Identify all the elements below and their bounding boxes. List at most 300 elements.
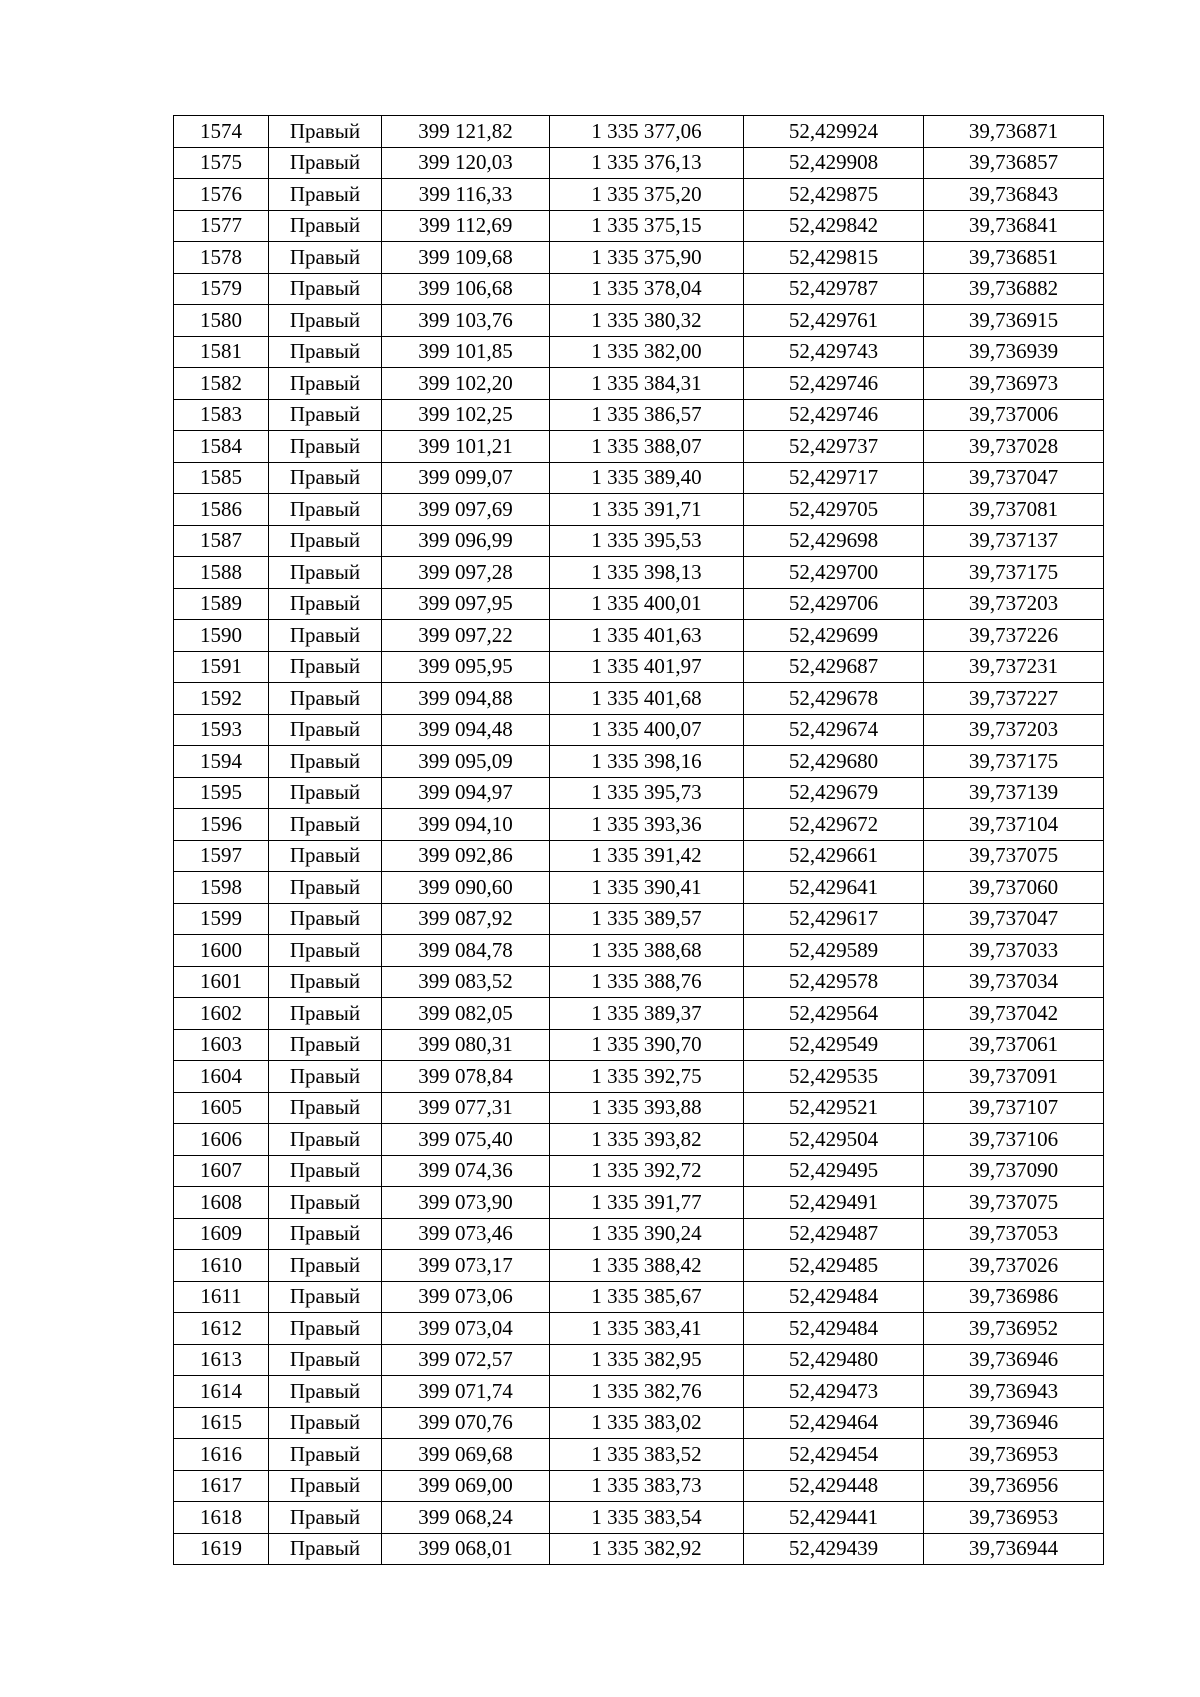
coordinates-table [173,115,1104,1565]
point-number-cell: 1618 [174,1502,269,1534]
side-cell: Правый [269,998,382,1030]
point-number-cell: 1600 [174,935,269,967]
y-coordinate-cell: 1 335 388,42 [550,1250,744,1282]
side-cell: Правый [269,809,382,841]
x-coordinate-cell: 399 071,74 [382,1376,550,1408]
side-cell: Правый [269,840,382,872]
longitude-cell: 39,736956 [924,1470,1104,1502]
table-row [174,1061,1104,1093]
longitude-cell: 39,737026 [924,1250,1104,1282]
point-number-cell: 1604 [174,1061,269,1093]
longitude-cell: 39,737034 [924,966,1104,998]
table-row [174,872,1104,904]
side-cell: Правый [269,1439,382,1471]
table-row [174,273,1104,305]
x-coordinate-cell: 399 083,52 [382,966,550,998]
point-number-cell: 1616 [174,1439,269,1471]
latitude-cell: 52,429480 [744,1344,924,1376]
longitude-cell: 39,736857 [924,147,1104,179]
table-row [174,557,1104,589]
y-coordinate-cell: 1 335 398,16 [550,746,744,778]
side-cell: Правый [269,1029,382,1061]
longitude-cell: 39,736882 [924,273,1104,305]
coordinates-table-body [174,116,1104,1565]
x-coordinate-cell: 399 092,86 [382,840,550,872]
latitude-cell: 52,429454 [744,1439,924,1471]
y-coordinate-cell: 1 335 392,75 [550,1061,744,1093]
longitude-cell: 39,737090 [924,1155,1104,1187]
table-row [174,462,1104,494]
latitude-cell: 52,429589 [744,935,924,967]
x-coordinate-cell: 399 094,48 [382,714,550,746]
side-cell: Правый [269,1092,382,1124]
y-coordinate-cell: 1 335 383,02 [550,1407,744,1439]
table-row [174,1250,1104,1282]
table-row [174,1281,1104,1313]
side-cell: Правый [269,147,382,179]
x-coordinate-cell: 399 101,85 [382,336,550,368]
table-row [174,1124,1104,1156]
latitude-cell: 52,429678 [744,683,924,715]
y-coordinate-cell: 1 335 389,37 [550,998,744,1030]
side-cell: Правый [269,1061,382,1093]
y-coordinate-cell: 1 335 395,53 [550,525,744,557]
x-coordinate-cell: 399 095,95 [382,651,550,683]
latitude-cell: 52,429700 [744,557,924,589]
latitude-cell: 52,429842 [744,210,924,242]
longitude-cell: 39,737104 [924,809,1104,841]
x-coordinate-cell: 399 095,09 [382,746,550,778]
side-cell: Правый [269,462,382,494]
x-coordinate-cell: 399 073,90 [382,1187,550,1219]
x-coordinate-cell: 399 078,84 [382,1061,550,1093]
x-coordinate-cell: 399 068,24 [382,1502,550,1534]
longitude-cell: 39,736946 [924,1344,1104,1376]
y-coordinate-cell: 1 335 378,04 [550,273,744,305]
y-coordinate-cell: 1 335 380,32 [550,305,744,337]
longitude-cell: 39,737137 [924,525,1104,557]
point-number-cell: 1603 [174,1029,269,1061]
longitude-cell: 39,737203 [924,588,1104,620]
side-cell: Правый [269,935,382,967]
side-cell: Правый [269,242,382,274]
point-number-cell: 1580 [174,305,269,337]
side-cell: Правый [269,1155,382,1187]
y-coordinate-cell: 1 335 377,06 [550,116,744,148]
y-coordinate-cell: 1 335 375,90 [550,242,744,274]
x-coordinate-cell: 399 068,01 [382,1533,550,1565]
point-number-cell: 1574 [174,116,269,148]
y-coordinate-cell: 1 335 382,92 [550,1533,744,1565]
longitude-cell: 39,736943 [924,1376,1104,1408]
latitude-cell: 52,429439 [744,1533,924,1565]
longitude-cell: 39,737139 [924,777,1104,809]
longitude-cell: 39,737075 [924,1187,1104,1219]
side-cell: Правый [269,1187,382,1219]
latitude-cell: 52,429617 [744,903,924,935]
x-coordinate-cell: 399 090,60 [382,872,550,904]
y-coordinate-cell: 1 335 388,07 [550,431,744,463]
latitude-cell: 52,429924 [744,116,924,148]
side-cell: Правый [269,179,382,211]
point-number-cell: 1592 [174,683,269,715]
x-coordinate-cell: 399 120,03 [382,147,550,179]
x-coordinate-cell: 399 080,31 [382,1029,550,1061]
longitude-cell: 39,737053 [924,1218,1104,1250]
point-number-cell: 1601 [174,966,269,998]
table-row [174,305,1104,337]
longitude-cell: 39,737227 [924,683,1104,715]
side-cell: Правый [269,1470,382,1502]
x-coordinate-cell: 399 077,31 [382,1092,550,1124]
table-row [174,1313,1104,1345]
y-coordinate-cell: 1 335 386,57 [550,399,744,431]
latitude-cell: 52,429674 [744,714,924,746]
table-row [174,651,1104,683]
longitude-cell: 39,737075 [924,840,1104,872]
y-coordinate-cell: 1 335 390,24 [550,1218,744,1250]
longitude-cell: 39,736841 [924,210,1104,242]
longitude-cell: 39,737231 [924,651,1104,683]
side-cell: Правый [269,1281,382,1313]
latitude-cell: 52,429487 [744,1218,924,1250]
side-cell: Правый [269,273,382,305]
x-coordinate-cell: 399 073,17 [382,1250,550,1282]
longitude-cell: 39,736946 [924,1407,1104,1439]
x-coordinate-cell: 399 069,68 [382,1439,550,1471]
x-coordinate-cell: 399 109,68 [382,242,550,274]
y-coordinate-cell: 1 335 388,76 [550,966,744,998]
side-cell: Правый [269,746,382,778]
point-number-cell: 1593 [174,714,269,746]
latitude-cell: 52,429746 [744,399,924,431]
latitude-cell: 52,429504 [744,1124,924,1156]
x-coordinate-cell: 399 097,69 [382,494,550,526]
latitude-cell: 52,429535 [744,1061,924,1093]
y-coordinate-cell: 1 335 392,72 [550,1155,744,1187]
side-cell: Правый [269,1250,382,1282]
side-cell: Правый [269,1502,382,1534]
x-coordinate-cell: 399 097,28 [382,557,550,589]
table-row [174,1029,1104,1061]
x-coordinate-cell: 399 101,21 [382,431,550,463]
y-coordinate-cell: 1 335 383,54 [550,1502,744,1534]
point-number-cell: 1605 [174,1092,269,1124]
y-coordinate-cell: 1 335 384,31 [550,368,744,400]
side-cell: Правый [269,368,382,400]
y-coordinate-cell: 1 335 383,73 [550,1470,744,1502]
point-number-cell: 1598 [174,872,269,904]
y-coordinate-cell: 1 335 385,67 [550,1281,744,1313]
point-number-cell: 1613 [174,1344,269,1376]
y-coordinate-cell: 1 335 376,13 [550,147,744,179]
point-number-cell: 1577 [174,210,269,242]
table-row [174,1407,1104,1439]
point-number-cell: 1614 [174,1376,269,1408]
longitude-cell: 39,737047 [924,462,1104,494]
x-coordinate-cell: 399 072,57 [382,1344,550,1376]
longitude-cell: 39,736953 [924,1502,1104,1534]
table-row [174,714,1104,746]
y-coordinate-cell: 1 335 393,88 [550,1092,744,1124]
y-coordinate-cell: 1 335 375,20 [550,179,744,211]
point-number-cell: 1575 [174,147,269,179]
latitude-cell: 52,429578 [744,966,924,998]
latitude-cell: 52,429485 [744,1250,924,1282]
latitude-cell: 52,429549 [744,1029,924,1061]
latitude-cell: 52,429564 [744,998,924,1030]
point-number-cell: 1596 [174,809,269,841]
longitude-cell: 39,737107 [924,1092,1104,1124]
table-row [174,242,1104,274]
latitude-cell: 52,429448 [744,1470,924,1502]
point-number-cell: 1589 [174,588,269,620]
longitude-cell: 39,737033 [924,935,1104,967]
point-number-cell: 1585 [174,462,269,494]
y-coordinate-cell: 1 335 391,77 [550,1187,744,1219]
longitude-cell: 39,737175 [924,746,1104,778]
point-number-cell: 1584 [174,431,269,463]
x-coordinate-cell: 399 097,22 [382,620,550,652]
table-row [174,1218,1104,1250]
table-row [174,809,1104,841]
y-coordinate-cell: 1 335 390,41 [550,872,744,904]
side-cell: Правый [269,1407,382,1439]
point-number-cell: 1609 [174,1218,269,1250]
longitude-cell: 39,736953 [924,1439,1104,1471]
table-row [174,1376,1104,1408]
x-coordinate-cell: 399 075,40 [382,1124,550,1156]
table-row [174,588,1104,620]
side-cell: Правый [269,336,382,368]
point-number-cell: 1582 [174,368,269,400]
y-coordinate-cell: 1 335 382,00 [550,336,744,368]
latitude-cell: 52,429698 [744,525,924,557]
point-number-cell: 1587 [174,525,269,557]
table-row [174,179,1104,211]
side-cell: Правый [269,651,382,683]
y-coordinate-cell: 1 335 389,40 [550,462,744,494]
point-number-cell: 1591 [174,651,269,683]
x-coordinate-cell: 399 094,88 [382,683,550,715]
side-cell: Правый [269,714,382,746]
x-coordinate-cell: 399 094,97 [382,777,550,809]
point-number-cell: 1595 [174,777,269,809]
point-number-cell: 1578 [174,242,269,274]
x-coordinate-cell: 399 106,68 [382,273,550,305]
side-cell: Правый [269,683,382,715]
side-cell: Правый [269,1313,382,1345]
latitude-cell: 52,429908 [744,147,924,179]
y-coordinate-cell: 1 335 390,70 [550,1029,744,1061]
point-number-cell: 1619 [174,1533,269,1565]
x-coordinate-cell: 399 069,00 [382,1470,550,1502]
table-row [174,1344,1104,1376]
side-cell: Правый [269,966,382,998]
y-coordinate-cell: 1 335 398,13 [550,557,744,589]
longitude-cell: 39,737060 [924,872,1104,904]
point-number-cell: 1608 [174,1187,269,1219]
table-row [174,620,1104,652]
latitude-cell: 52,429661 [744,840,924,872]
latitude-cell: 52,429699 [744,620,924,652]
longitude-cell: 39,737061 [924,1029,1104,1061]
longitude-cell: 39,737091 [924,1061,1104,1093]
longitude-cell: 39,736851 [924,242,1104,274]
latitude-cell: 52,429705 [744,494,924,526]
latitude-cell: 52,429815 [744,242,924,274]
side-cell: Правый [269,588,382,620]
point-number-cell: 1617 [174,1470,269,1502]
table-row [174,1439,1104,1471]
point-number-cell: 1607 [174,1155,269,1187]
table-row [174,840,1104,872]
latitude-cell: 52,429672 [744,809,924,841]
x-coordinate-cell: 399 103,76 [382,305,550,337]
side-cell: Правый [269,1344,382,1376]
longitude-cell: 39,737226 [924,620,1104,652]
table-row [174,1155,1104,1187]
latitude-cell: 52,429706 [744,588,924,620]
side-cell: Правый [269,210,382,242]
longitude-cell: 39,737106 [924,1124,1104,1156]
table-row [174,1092,1104,1124]
x-coordinate-cell: 399 070,76 [382,1407,550,1439]
latitude-cell: 52,429484 [744,1281,924,1313]
x-coordinate-cell: 399 102,20 [382,368,550,400]
y-coordinate-cell: 1 335 391,71 [550,494,744,526]
latitude-cell: 52,429746 [744,368,924,400]
longitude-cell: 39,736986 [924,1281,1104,1313]
x-coordinate-cell: 399 116,33 [382,179,550,211]
table-row [174,777,1104,809]
x-coordinate-cell: 399 074,36 [382,1155,550,1187]
side-cell: Правый [269,1218,382,1250]
longitude-cell: 39,737028 [924,431,1104,463]
table-row [174,683,1104,715]
table-row [174,431,1104,463]
y-coordinate-cell: 1 335 401,68 [550,683,744,715]
table-row [174,1470,1104,1502]
side-cell: Правый [269,620,382,652]
y-coordinate-cell: 1 335 389,57 [550,903,744,935]
table-row [174,525,1104,557]
y-coordinate-cell: 1 335 400,07 [550,714,744,746]
side-cell: Правый [269,777,382,809]
point-number-cell: 1594 [174,746,269,778]
x-coordinate-cell: 399 073,04 [382,1313,550,1345]
table-row [174,746,1104,778]
x-coordinate-cell: 399 096,99 [382,525,550,557]
table-row [174,1187,1104,1219]
side-cell: Правый [269,399,382,431]
latitude-cell: 52,429521 [744,1092,924,1124]
latitude-cell: 52,429743 [744,336,924,368]
table-row [174,336,1104,368]
longitude-cell: 39,737175 [924,557,1104,589]
latitude-cell: 52,429441 [744,1502,924,1534]
side-cell: Правый [269,872,382,904]
latitude-cell: 52,429787 [744,273,924,305]
latitude-cell: 52,429484 [744,1313,924,1345]
point-number-cell: 1599 [174,903,269,935]
longitude-cell: 39,736944 [924,1533,1104,1565]
longitude-cell: 39,736952 [924,1313,1104,1345]
table-row [174,399,1104,431]
x-coordinate-cell: 399 094,10 [382,809,550,841]
side-cell: Правый [269,305,382,337]
latitude-cell: 52,429717 [744,462,924,494]
y-coordinate-cell: 1 335 391,42 [550,840,744,872]
latitude-cell: 52,429464 [744,1407,924,1439]
y-coordinate-cell: 1 335 400,01 [550,588,744,620]
table-row [174,935,1104,967]
point-number-cell: 1612 [174,1313,269,1345]
side-cell: Правый [269,557,382,589]
side-cell: Правый [269,525,382,557]
side-cell: Правый [269,903,382,935]
x-coordinate-cell: 399 112,69 [382,210,550,242]
x-coordinate-cell: 399 087,92 [382,903,550,935]
side-cell: Правый [269,1376,382,1408]
y-coordinate-cell: 1 335 401,63 [550,620,744,652]
table-row [174,494,1104,526]
x-coordinate-cell: 399 102,25 [382,399,550,431]
table-row [174,368,1104,400]
longitude-cell: 39,737047 [924,903,1104,935]
longitude-cell: 39,736915 [924,305,1104,337]
longitude-cell: 39,737203 [924,714,1104,746]
point-number-cell: 1586 [174,494,269,526]
y-coordinate-cell: 1 335 383,52 [550,1439,744,1471]
longitude-cell: 39,737081 [924,494,1104,526]
table-row [174,998,1104,1030]
y-coordinate-cell: 1 335 382,76 [550,1376,744,1408]
side-cell: Правый [269,116,382,148]
x-coordinate-cell: 399 073,46 [382,1218,550,1250]
point-number-cell: 1611 [174,1281,269,1313]
latitude-cell: 52,429875 [744,179,924,211]
x-coordinate-cell: 399 073,06 [382,1281,550,1313]
y-coordinate-cell: 1 335 393,36 [550,809,744,841]
table-row [174,903,1104,935]
x-coordinate-cell: 399 084,78 [382,935,550,967]
point-number-cell: 1583 [174,399,269,431]
table-row [174,966,1104,998]
table-row [174,1533,1104,1565]
longitude-cell: 39,736871 [924,116,1104,148]
point-number-cell: 1576 [174,179,269,211]
point-number-cell: 1602 [174,998,269,1030]
point-number-cell: 1588 [174,557,269,589]
latitude-cell: 52,429495 [744,1155,924,1187]
point-number-cell: 1610 [174,1250,269,1282]
side-cell: Правый [269,431,382,463]
side-cell: Правый [269,494,382,526]
point-number-cell: 1581 [174,336,269,368]
longitude-cell: 39,736939 [924,336,1104,368]
y-coordinate-cell: 1 335 375,15 [550,210,744,242]
point-number-cell: 1597 [174,840,269,872]
latitude-cell: 52,429491 [744,1187,924,1219]
y-coordinate-cell: 1 335 401,97 [550,651,744,683]
y-coordinate-cell: 1 335 388,68 [550,935,744,967]
table-row [174,1502,1104,1534]
table-row [174,210,1104,242]
side-cell: Правый [269,1533,382,1565]
point-number-cell: 1606 [174,1124,269,1156]
y-coordinate-cell: 1 335 383,41 [550,1313,744,1345]
